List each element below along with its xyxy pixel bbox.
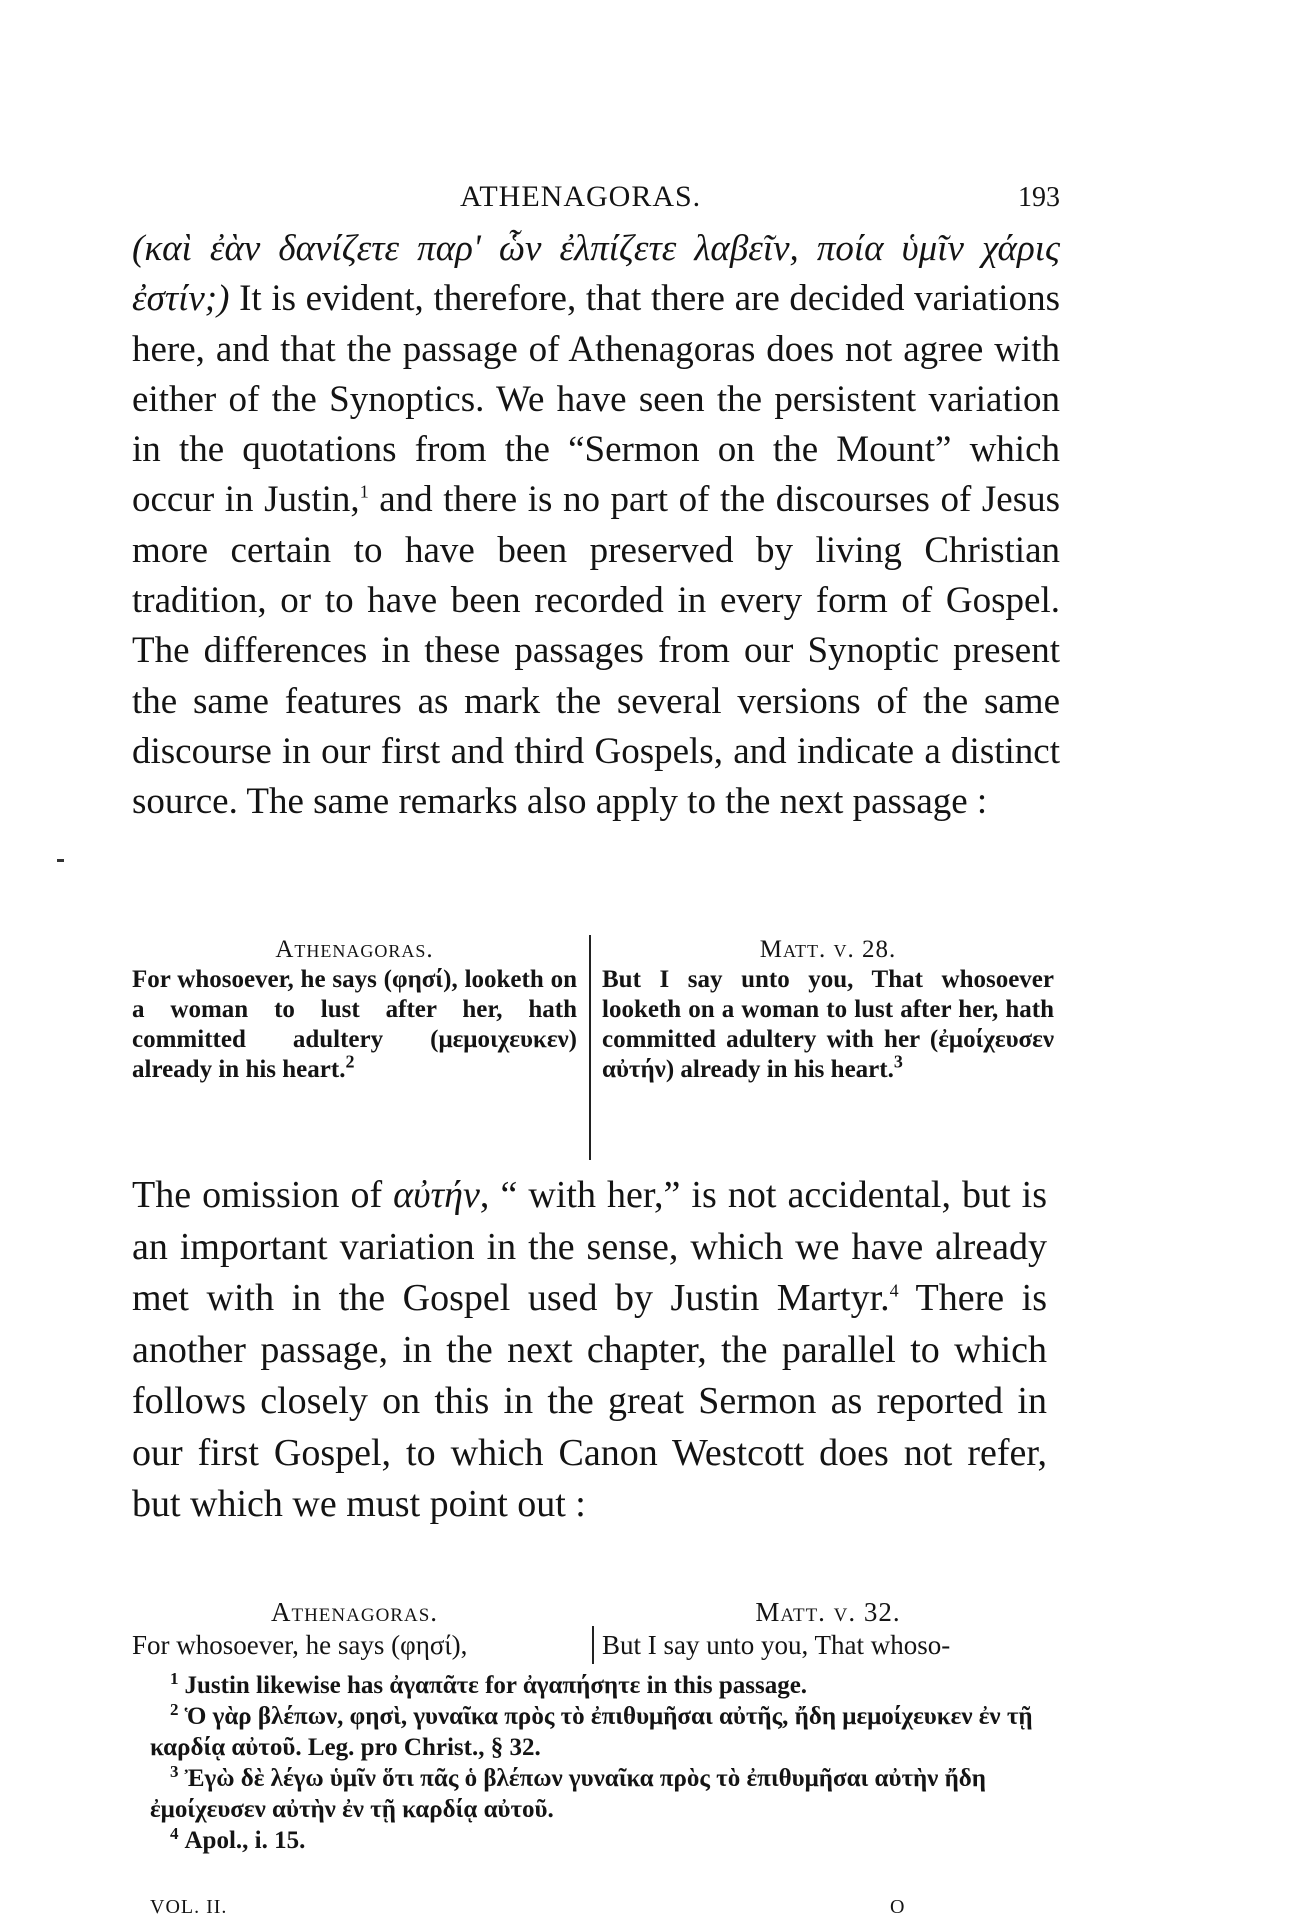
greek-word: αὐτήν <box>393 1174 480 1216</box>
footnote-number: 4 <box>170 1823 179 1843</box>
footnote-2 <box>150 1701 1060 1763</box>
column-heading: Matt. v. 28. <box>759 936 897 963</box>
parallel-column-matthew <box>602 935 1054 1085</box>
column-text: But I say unto you, That whosoever looketh on a woman to lust after her, hath committed adultery with her (ἐμοίχευσεν αὐτήν) already in his heart. <box>602 966 1054 1083</box>
column-divider <box>589 935 591 1160</box>
footnote-ref: 2 <box>345 1051 355 1072</box>
footnote-number: 1 <box>170 1668 179 1688</box>
column-text: But I say unto you, That whoso- <box>602 1630 951 1660</box>
paragraph-text: and there is no part of the discourses of Jesus more certain to have been preserved by living Christian tradition, or to have been recorded in every form of Gospel. The differences in these passages from our Synoptic present the same features as mark the several versions of the same discourse in our first and third Gospels, and indicate a distinct source. The same remarks also apply to the next passage : <box>132 479 1060 823</box>
column-heading: Matt. v. 32. <box>755 1597 901 1627</box>
footnote-text: Apol., i. 15. <box>184 1827 306 1854</box>
footnote-number: 2 <box>170 1699 179 1719</box>
footnote-text: Justin likewise has ἀγαπᾶτε for ἀγαπήσητε in this passage. <box>184 1672 808 1699</box>
volume-mark: VOL. II. <box>150 1896 228 1918</box>
footnote-ref: 4 <box>889 1280 899 1301</box>
footnote-3 <box>150 1763 1060 1825</box>
page-number: 193 <box>1018 182 1060 213</box>
running-head <box>130 180 1060 220</box>
parallel-column-matthew <box>602 1596 1054 1662</box>
footnote-text: Ὁ γὰρ βλέπων, φησὶ, γυναῖκα πρὸς τὸ ἐπιθυμῆσαι αὐτῆς, ἤδη μεμοίχευκεν ἐν τῇ καρδίᾳ αὐτοῦ. Leg. pro Christ., § 32. <box>150 1703 1033 1761</box>
signature-mark: O <box>890 1896 905 1918</box>
parallel-passage-1 <box>132 935 1062 1160</box>
footnote-4 <box>150 1825 1060 1856</box>
margin-mark <box>57 859 64 862</box>
footnotes <box>150 1670 1060 1856</box>
column-text: For whosoever, he says (φησί), looketh on a woman to lust after her, hath committed adultery (μεμοιχευκεν) already in his heart. <box>132 966 577 1083</box>
paragraph-middle <box>132 1170 1047 1531</box>
parallel-passage-2 <box>132 1596 1062 1666</box>
parallel-column-athenagoras <box>132 935 577 1085</box>
paragraph-top <box>132 224 1060 828</box>
footnote-1 <box>150 1670 1060 1701</box>
paragraph-text: It is evident, therefore, that there are decided variations here, and that the passage of Athenagoras does not agree with either of the Synoptics. We have seen the persistent variation in the quotations from the “Sermon on the Mount” which occur in Justin, <box>132 278 1060 521</box>
footnote-number: 3 <box>170 1761 179 1781</box>
column-heading: Athenagoras. <box>275 936 434 963</box>
running-title: ATHENAGORAS. <box>460 180 702 213</box>
footnote-ref: 3 <box>893 1051 903 1072</box>
parallel-column-athenagoras <box>132 1596 577 1662</box>
column-heading: Athenagoras. <box>270 1597 439 1627</box>
greek-quotation: (καὶ ἐὰν δανίζετε παρ' ὧν ἐλπίζετε λαβεῖν, ποία ὑμῖν χάρις ἐστίν;) <box>132 228 1060 320</box>
paragraph-text: The omission of <box>132 1174 394 1216</box>
column-divider <box>592 1626 594 1664</box>
column-text: For whosoever, he says (φησί), <box>132 1630 468 1660</box>
footnote-text: Ἐγὼ δὲ λέγω ὑμῖν ὅτι πᾶς ὁ βλέπων γυναῖκα πρὸς τὸ ἐπιθυμῆσαι αὐτὴν ἤδη ἐμοίχευσεν αὐτὴν ἐν τῇ καρδίᾳ αὐτοῦ. <box>150 1765 986 1823</box>
paragraph-text: , “ with her,” is not accidental, but is an important variation in the sense, which we have already met with in the Gospel used by Justin Martyr. <box>132 1174 1047 1319</box>
paragraph-text: There is another passage, in the next chapter, the parallel to which follows closely on this in the great Sermon as reported in our first Gospel, to which Canon Westcott does not refer, but which we must point out : <box>132 1277 1047 1525</box>
page-footer <box>150 1896 1040 1920</box>
footnote-ref: 1 <box>359 482 369 503</box>
